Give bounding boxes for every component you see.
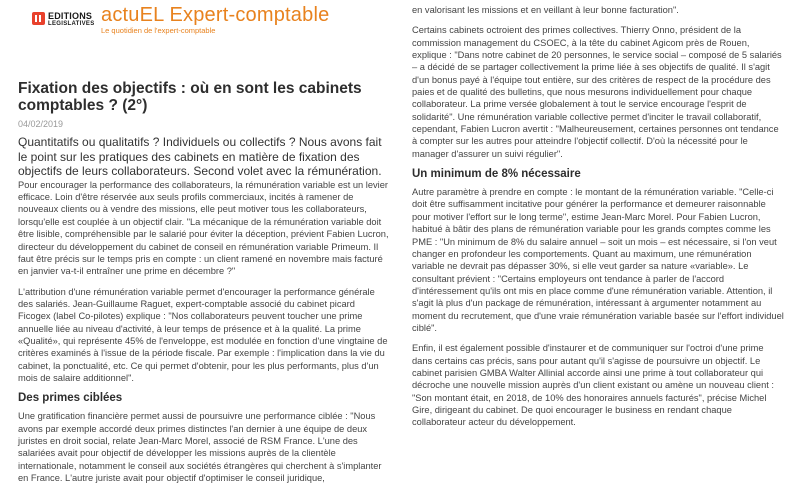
left-column	[18, 80, 390, 492]
publisher-logo[interactable]	[32, 10, 96, 32]
article-title: Fixation des objectifs : où en sont les cabinets comptables ? (2°)	[18, 80, 362, 114]
paragraph-2: L'attribution d'une rémunération variable permet d'encourager la performance générale des salariés. Jean-Guillaume Raguet, expert-comptable associé du cabinet picard Ficogex (label Co-pilotes) explique : "Nos collaborateurs peuvent toucher une prime annuelle liée au niveau d'activité, à leur temps de présence et à la qualité. La prime «Qualité», qui représente 45% de l'enveloppe, est modulée en fonction d'une vingtaine de critères examinés à l'issue de la période fiscale. Par exemple : l'implication dans la vie du cabinet, la ponctualité, etc. Ce qui permet d'obtenir, pour les plus performants, plus d'un mois de salaire additionnel".	[18, 286, 388, 383]
article-date: 04/02/2019	[18, 119, 64, 129]
logo-text-editions: EDITIONS	[48, 11, 93, 21]
paragraph-1: Pour encourager la performance des collaborateurs, la rémunération variable est un levier efficace. Loin d'être réservée aux seuls profils commerciaux, incités à ramener de nouveaux clients ou à vendre des missions, elle peut motiver tous les collaborateurs, lorsqu'elle est couplée à un objectif clair. "La mécanique de la rémunération variable doit être lisible, compréhensible par le salarié pour éviter la déception, prévient Fabien Lucron, directeur du développement du cabinet de conseil en rémunération variable Primeum. Il faut être précis sur le temps pris en compte : un client ramené en novembre mais facturé en janvier va-t-il entraîner une prime en décembre ?"	[18, 179, 389, 277]
article-lead: Quantitatifs ou qualitatifs ? Individuels ou collectifs ? Nous avons fait le point sur les pratiques des cabinets en matière de fixation des objectifs de leurs collaborateurs. Second volet avec la rémunération.	[18, 135, 382, 179]
site-brand[interactable]: actuEL Expert-comptable	[101, 4, 330, 26]
right-column	[412, 4, 784, 437]
paragraph-3-continued: en valorisant les missions et en veillant à leur bonne facturation".	[412, 5, 679, 15]
el-logo-icon	[32, 12, 45, 25]
subheading-minimum: Un minimum de 8% nécessaire	[412, 168, 581, 181]
logo-text-legislatives: LEGISLATIVES	[48, 21, 95, 27]
subheading-primes-ciblees: Des primes ciblées	[18, 392, 123, 405]
site-tagline: Le quotidien de l'expert-comptable	[101, 26, 216, 35]
paragraph-4: Certains cabinets octroient des primes collectives. Thierry Onno, président de la commission management du CSOEC, à la tête du cabinet Agicom près de Rouen, explique : "Dans notre cabinet de 20 personnes, le service social – composé de 5 salariés – a décidé de se partager collectivement la prime liée à ses objectifs de qualité. Il s'agit d'un bonus payé à l'équipe tout entière, sur des critères de respect de la procédure des paies et de qualité des bulletins, que nous mesurons individuellement pour chaque collaborateur. La prime versée globalement à tout le service encourage l'esprit de solidarité". Une rémunération variable collective permet d'inciter le travail collaboratif, cependant, Fabien Lucron avertit : "Malheureusement, certaines personnes ont tendance à compter sur les autres pour atteindre l'objectif collectif. D'où la nécessité pour le manager d'assurer un suivi régulier".	[412, 25, 782, 159]
paragraph-6: Enfin, il est également possible d'instaurer et de communiquer sur l'octroi d'une prime dans certains cas précis, sans pour autant qu'il s'agisse de poursuivre un objectif. Le cabinet parisien GMBA Walter Allinial accorde ainsi une prime à tout collaborateur qui décroche une nouvelle mission auprès d'un client existant ou amène un nouveau client : "Son montant était, en 2018, de 10% des honoraires annuels facturés", précise Michel Gire, dirigeant du cabinet. De quoi encourager le business en rendant chaque collaborateur acteur du développement.	[412, 343, 775, 428]
masthead[interactable]	[14, 6, 394, 40]
paragraph-5: Autre paramètre à prendre en compte : le montant de la rémunération variable. "Celle-ci doit être suffisamment incitative pour générer la performance et demeurer raisonnable pour motiver l'effort sur le long terme", estime Jean-Marc Morel. Pour Fabien Lucron, habitué à bâtir des plans de rémunération variable pour les grands comptes comme les PME : "Un minimum de 8% du salaire annuel – soit un mois – est nécessaire, si l'on veut changer en profondeur les comportements. Quant au maximum, une rémunération variable ne devrait pas dépasser 30%, si elle veut garder sa nature «variable». Le consultant prévient : "Certains employeurs ont tendance à parler de l'accord d'intéressement qu'ils ont mis en place comme d'une rémunération variable. Attention, il s'agit là plus d'un package de rémunération, intéressant à argumenter notamment au moment du recrutement, que d'une vraie rémunération variable basée sur l'effort individuel ciblé".	[412, 187, 784, 333]
paragraph-3: Une gratification financière permet aussi de poursuivre une performance ciblée : "Nous avons par exemple accordé deux primes distinctes l'an dernier à une équipe de deux juristes en droit social, relate Jean-Marc Morel, associé de RSM France. L'une des salariées avait pour objectif de développer les missions auprès de la clientèle internationale, notamment le conseil aux sociétés étrangères qui cherchent à s'implanter en France. L'autre juriste avait pour objectif d'optimiser le conseil juridique,	[18, 411, 382, 483]
